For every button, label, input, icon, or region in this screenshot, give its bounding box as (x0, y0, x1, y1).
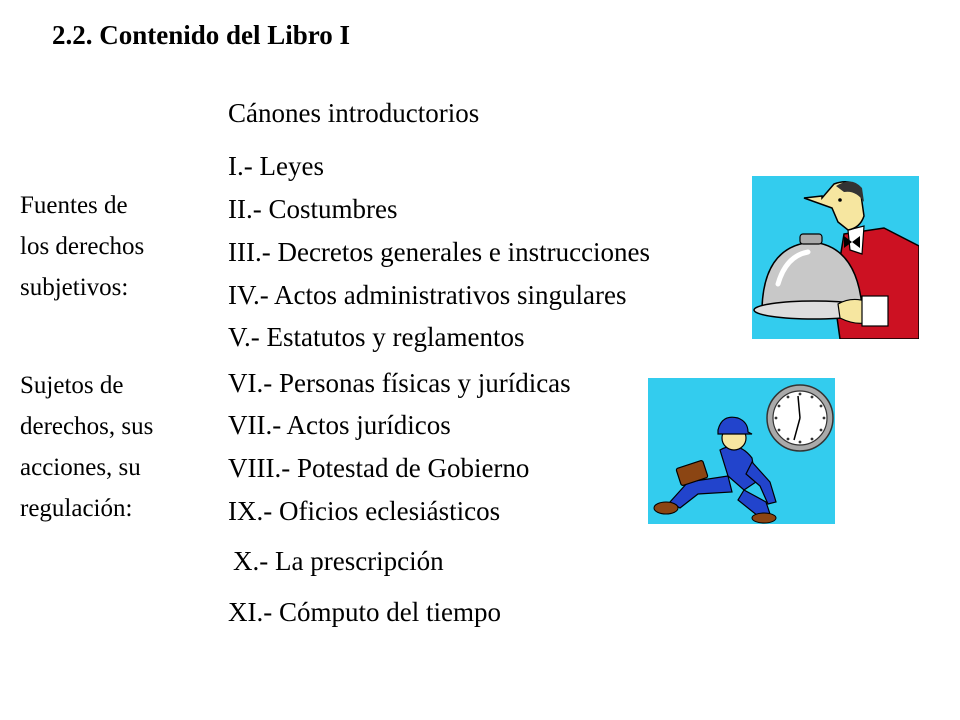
list-item: IX.- Oficios eclesiásticos (228, 496, 501, 526)
waiter-cuff (862, 296, 888, 326)
list-item: VIII.- Potestad de Gobierno (228, 453, 530, 483)
list-item: I.- Leyes (228, 151, 324, 181)
group-label-line: acciones, su (20, 454, 141, 481)
list-item: II.- Costumbres (228, 194, 398, 224)
group-label-line: subjetivos: (20, 274, 129, 301)
group-label-line: Sujetos de (20, 372, 124, 399)
list-item: III.- Decretos generales e instrucciones (228, 237, 651, 267)
man-shoe (752, 513, 776, 523)
group-label-line: regulación: (20, 495, 133, 522)
list-item: X.- La prescripción (233, 546, 444, 576)
intro-heading: Cánones introductorios (228, 98, 480, 128)
group-label-line: derechos, sus (20, 413, 154, 440)
list-item: IV.- Actos administrativos singulares (228, 280, 627, 310)
list-item: VI.- Personas físicas y jurídicas (228, 368, 571, 398)
group-label-line: los derechos (20, 233, 145, 260)
waiter-eye (838, 198, 842, 202)
man-shoe (654, 502, 678, 514)
cloche-handle (800, 234, 822, 244)
group-label-line: Fuentes de (20, 192, 128, 219)
waiter-illustration (752, 176, 919, 339)
group-label-fuentes (20, 185, 144, 308)
list-item: XI.- Cómputo del tiempo (228, 597, 501, 627)
running-man-illustration (648, 378, 835, 524)
list-item: V.- Estatutos y reglamentos (228, 322, 525, 352)
page-title: 2.2. Contenido del Libro I (52, 20, 351, 50)
list-item: VII.- Actos jurídicos (228, 410, 451, 440)
group-label-sujetos (20, 365, 153, 529)
